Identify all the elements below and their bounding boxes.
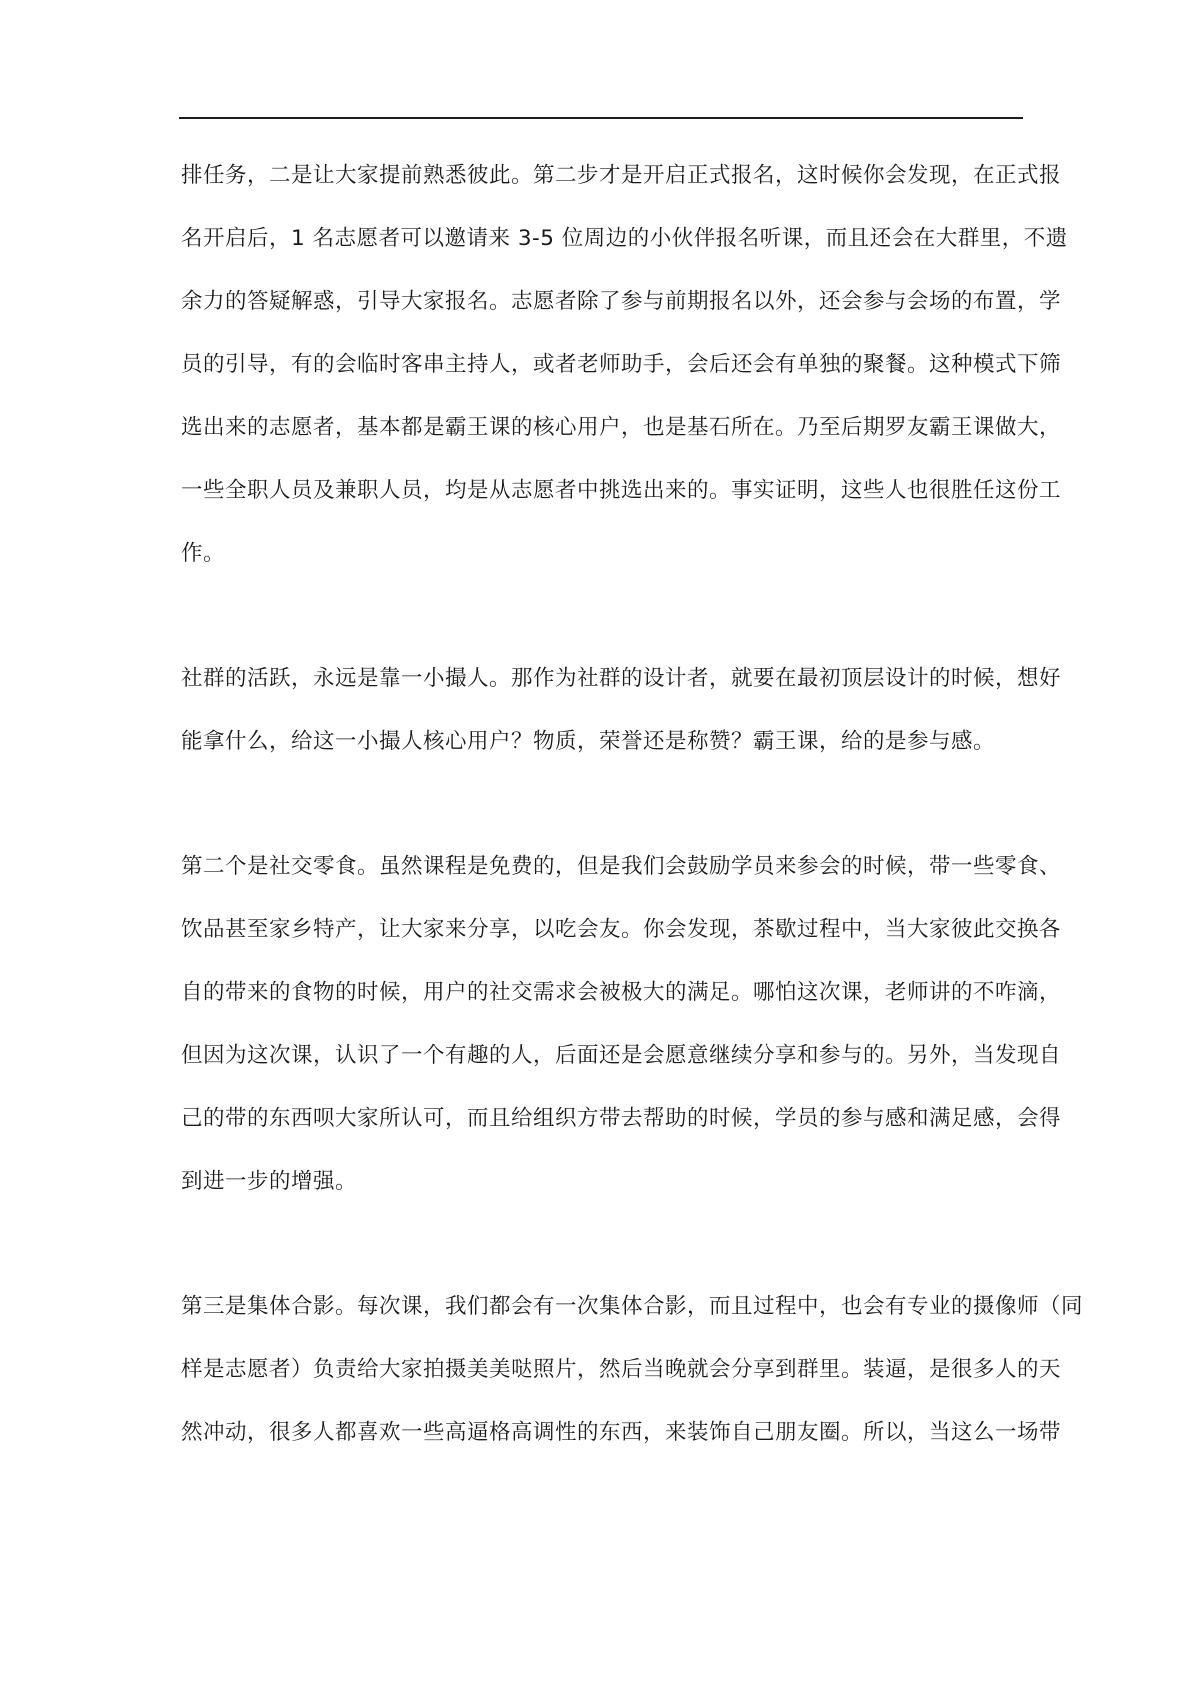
text-line: 己的带的东西呗大家所认可，而且给组织方带去帮助的时候，学员的参与感和满足感，会得: [181, 1106, 1062, 1131]
text-line: 余力的答疑解惑，引导大家报名。志愿者除了参与前期报名以外，还会参与会场的布置，学: [181, 289, 1062, 314]
text-line: 到进一步的增强。: [181, 1169, 358, 1194]
paragraph-group-photo: [181, 1275, 1084, 1464]
paragraph-community-activity: [181, 647, 1062, 773]
paragraph-social-snacks: [181, 835, 1062, 1213]
paragraph-volunteers: [181, 144, 1068, 585]
text-line: 排任务，二是让大家提前熟悉彼此。第二步才是开启正式报名，这时候你会发现，在正式报: [181, 163, 1062, 188]
text-line: 第二个是社交零食。虽然课程是免费的，但是我们会鼓励学员来参会的时候，带一些零食、: [181, 854, 1062, 879]
text-line: 一些全职人员及兼职人员，均是从志愿者中挑选出来的。事实证明，这些人也很胜任这份工: [181, 478, 1062, 503]
text-line: 自的带来的食物的时候，用户的社交需求会被极大的满足。哪怕这次课，老师讲的不咋滴，: [181, 980, 1062, 1005]
text-line: 选出来的志愿者，基本都是霸王课的核心用户，也是基石所在。乃至后期罗友霸王课做大，: [181, 415, 1062, 440]
text-line: 社群的活跃，永远是靠一小撮人。那作为社群的设计者，就要在最初顶层设计的时候，想好: [181, 666, 1062, 691]
text-line: 样是志愿者）负责给大家拍摄美美哒照片，然后当晚就会分享到群里。装逼，是很多人的天: [181, 1357, 1062, 1382]
text-line: 能拿什么，给这一小撮人核心用户？物质，荣誉还是称赞？霸王课，给的是参与感。: [181, 729, 996, 754]
text-line: 作。: [181, 541, 226, 566]
text-line: 然冲动，很多人都喜欢一些高逼格高调性的东西，来装饰自己朋友圈。所以，当这么一场带: [181, 1420, 1062, 1445]
header-rule-divider: [179, 117, 1023, 119]
text-line: 员的引导，有的会临时客串主持人，或者老师助手，会后还会有单独的聚餐。这种模式下筛: [181, 352, 1062, 377]
text-line: 第三是集体合影。每次课，我们都会有一次集体合影，而且过程中，也会有专业的摄像师（同: [181, 1294, 1084, 1319]
text-line: 但因为这次课，认识了一个有趣的人，后面还是会愿意继续分享和参与的。另外，当发现自: [181, 1043, 1062, 1068]
text-line: 名开启后，1 名志愿者可以邀请来 3-5 位周边的小伙伴报名听课，而且还会在大群里，不遗: [181, 226, 1068, 251]
document-body: [181, 144, 1084, 1526]
text-line: 饮品甚至家乡特产，让大家来分享，以吃会友。你会发现，茶歇过程中，当大家彼此交换各: [181, 917, 1062, 942]
